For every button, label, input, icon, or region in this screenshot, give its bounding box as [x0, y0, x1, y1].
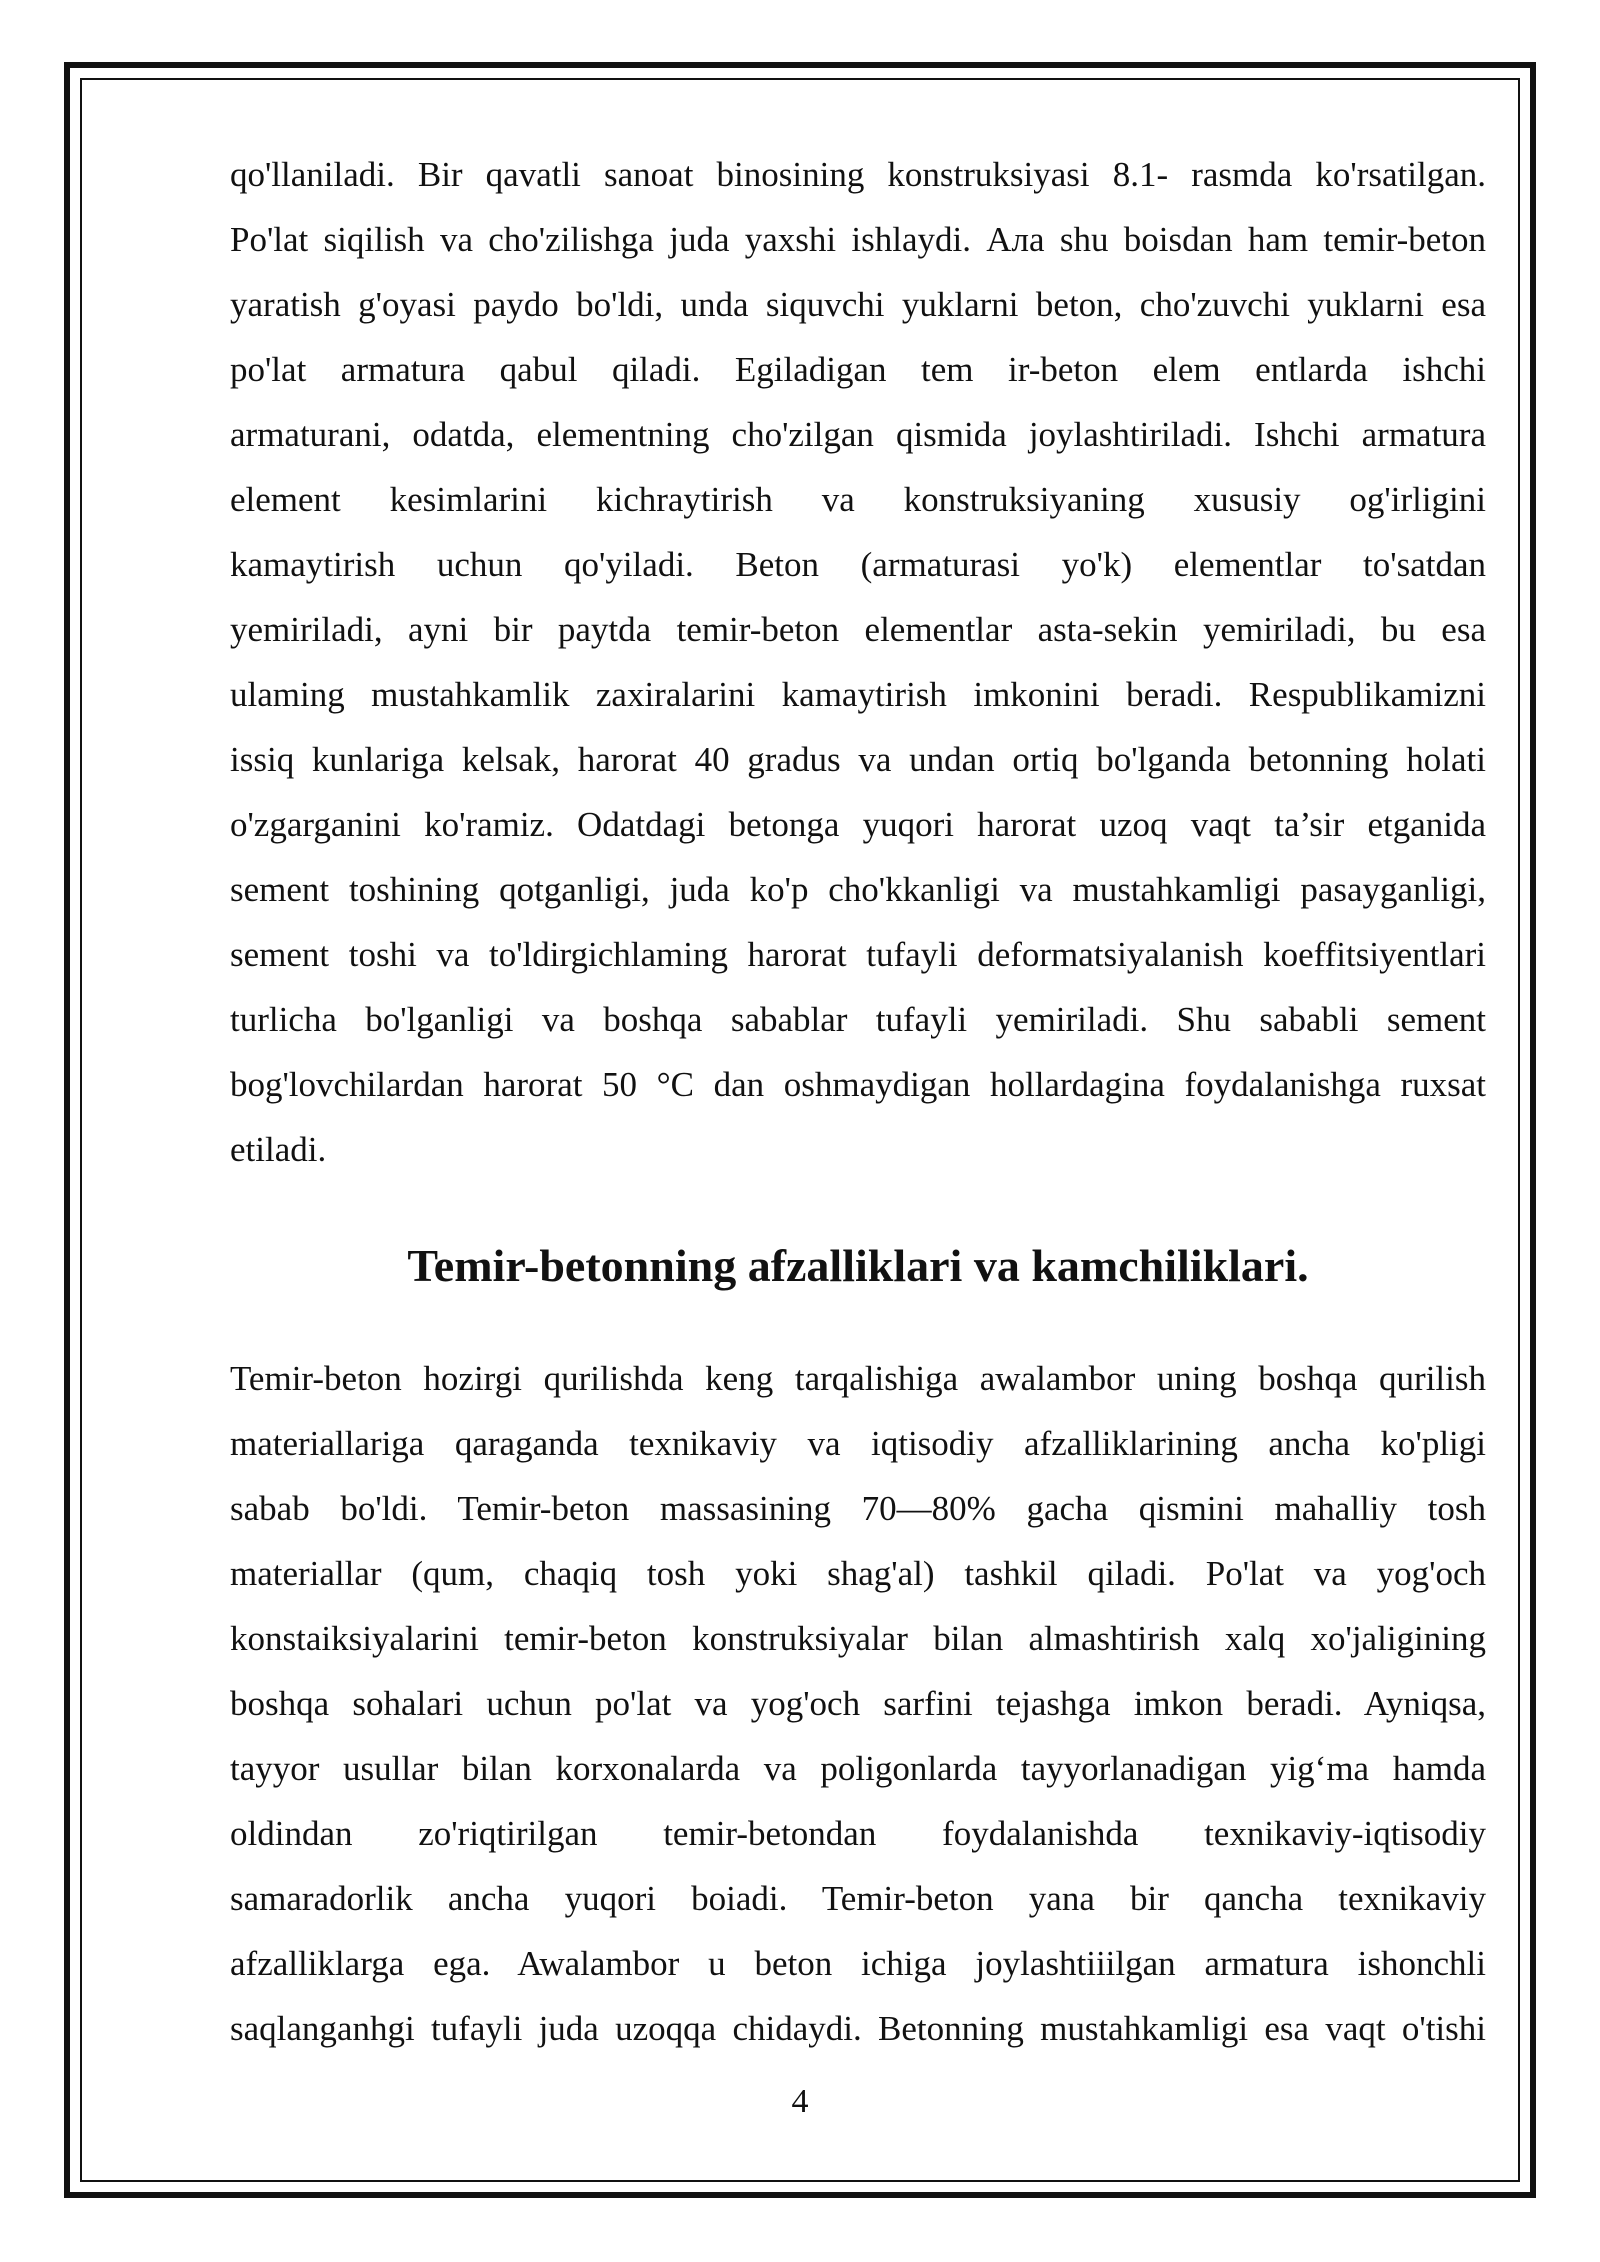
page-content [230, 142, 1486, 2061]
text-line: bog'lovchilardan harorat 50 °C dan oshmaydigan hollardagina foydalanishga ruxsat [230, 1065, 1486, 1104]
text-line: yaratish g'oyasi paydo bo'ldi, unda siquvchi yuklarni beton, cho'zuvchi yuklarni esa [230, 285, 1486, 324]
text-line: sement toshining qotganligi, juda ko'p cho'kkanligi va mustahkamligi pasayganligi, [230, 870, 1486, 909]
text-line: sabab bo'ldi. Temir-beton massasining 70—80% gacha qismini mahalliy tosh [230, 1489, 1486, 1528]
text-line: element kesimlarini kichraytirish va konstruksiyaning xususiy og'irligini [230, 480, 1486, 519]
text-line: boshqa sohalari uchun po'lat va yog'och sarfini tejashga imkon beradi. Ayniqsa, [230, 1684, 1486, 1723]
text-line: etiladi. [230, 1130, 327, 1169]
page-number: 4 [791, 2083, 809, 2120]
text-line: materiallariga qaraganda texnikaviy va iqtisodiy afzalliklarining ancha ko'pligi [230, 1424, 1486, 1463]
text-line: turlicha bo'lganligi va boshqa sabablar tufayli yemiriladi. Shu sababli sement [230, 1000, 1486, 1039]
text-line: qo'llaniladi. Bir qavatli sanoat binosining konstruksiyasi 8.1- rasmda ko'rsatilgan. [230, 155, 1486, 194]
text-line: tayyor usullar bilan korxonalarda va poligonlarda tayyorlanadigan yig‘ma hamda [230, 1749, 1486, 1788]
text-line: oldindan zo'riqtirilgan temir-betondan foydalanishda texnikaviy-iqtisodiy [230, 1814, 1486, 1853]
paragraph-2 [230, 1346, 1486, 2061]
text-line: po'lat armatura qabul qiladi. Egiladigan tem ir-beton elem entlarda ishchi [230, 350, 1486, 389]
text-line: afzalliklarga ega. Awalambor u beton ichiga joylashtiiilgan armatura ishonchli [230, 1944, 1486, 1983]
text-line: ulaming mustahkamlik zaxiralarini kamaytirish imkonini beradi. Respublikamizni [230, 675, 1486, 714]
text-line: samaradorlik ancha yuqori boiadi. Temir-beton yana bir qancha texnikaviy [230, 1879, 1486, 1918]
text-line: konstaiksiyalarini temir-beton konstruksiyalar bilan almashtirish xalq xo'jaligining [230, 1619, 1486, 1658]
text-line: armaturani, odatda, elementning cho'zilgan qismida joylashtiriladi. Ishchi armatura [230, 415, 1486, 454]
paragraph-1 [230, 142, 1486, 1182]
text-line: o'zgarganini ko'ramiz. Odatdagi betonga yuqori harorat uzoq vaqt ta’sir etganida [230, 805, 1486, 844]
text-line: Po'lat siqilish va cho'zilishga juda yaxshi ishlaydi. Ала shu boisdan ham temir-beton [230, 220, 1486, 259]
text-line: Temir-beton hozirgi qurilishda keng tarqalishiga awalambor uning boshqa qurilish [230, 1359, 1486, 1398]
text-line: kamaytirish uchun qo'yiladi. Beton (armaturasi yo'k) elementlar to'satdan [230, 545, 1486, 584]
text-line: saqlanganhgi tufayli juda uzoqqa chidaydi. Betonning mustahkamligi esa vaqt o'tishi [230, 2009, 1486, 2048]
text-line: sement toshi va to'ldirgichlaming harorat tufayli deformatsiyalanish koeffitsiyentlari [230, 935, 1486, 974]
section-heading: Temir-betonning afzalliklari va kamchiliklari. [407, 1240, 1309, 1291]
text-line: issiq kunlariga kelsak, harorat 40 gradus va undan ortiq bo'lganda betonning holati [230, 740, 1486, 779]
text-line: yemiriladi, ayni bir paytda temir-beton elementlar asta-sekin yemiriladi, bu esa [230, 610, 1486, 649]
text-line: materiallar (qum, chaqiq tosh yoki shag'al) tashkil qiladi. Po'lat va yog'och [230, 1554, 1486, 1593]
